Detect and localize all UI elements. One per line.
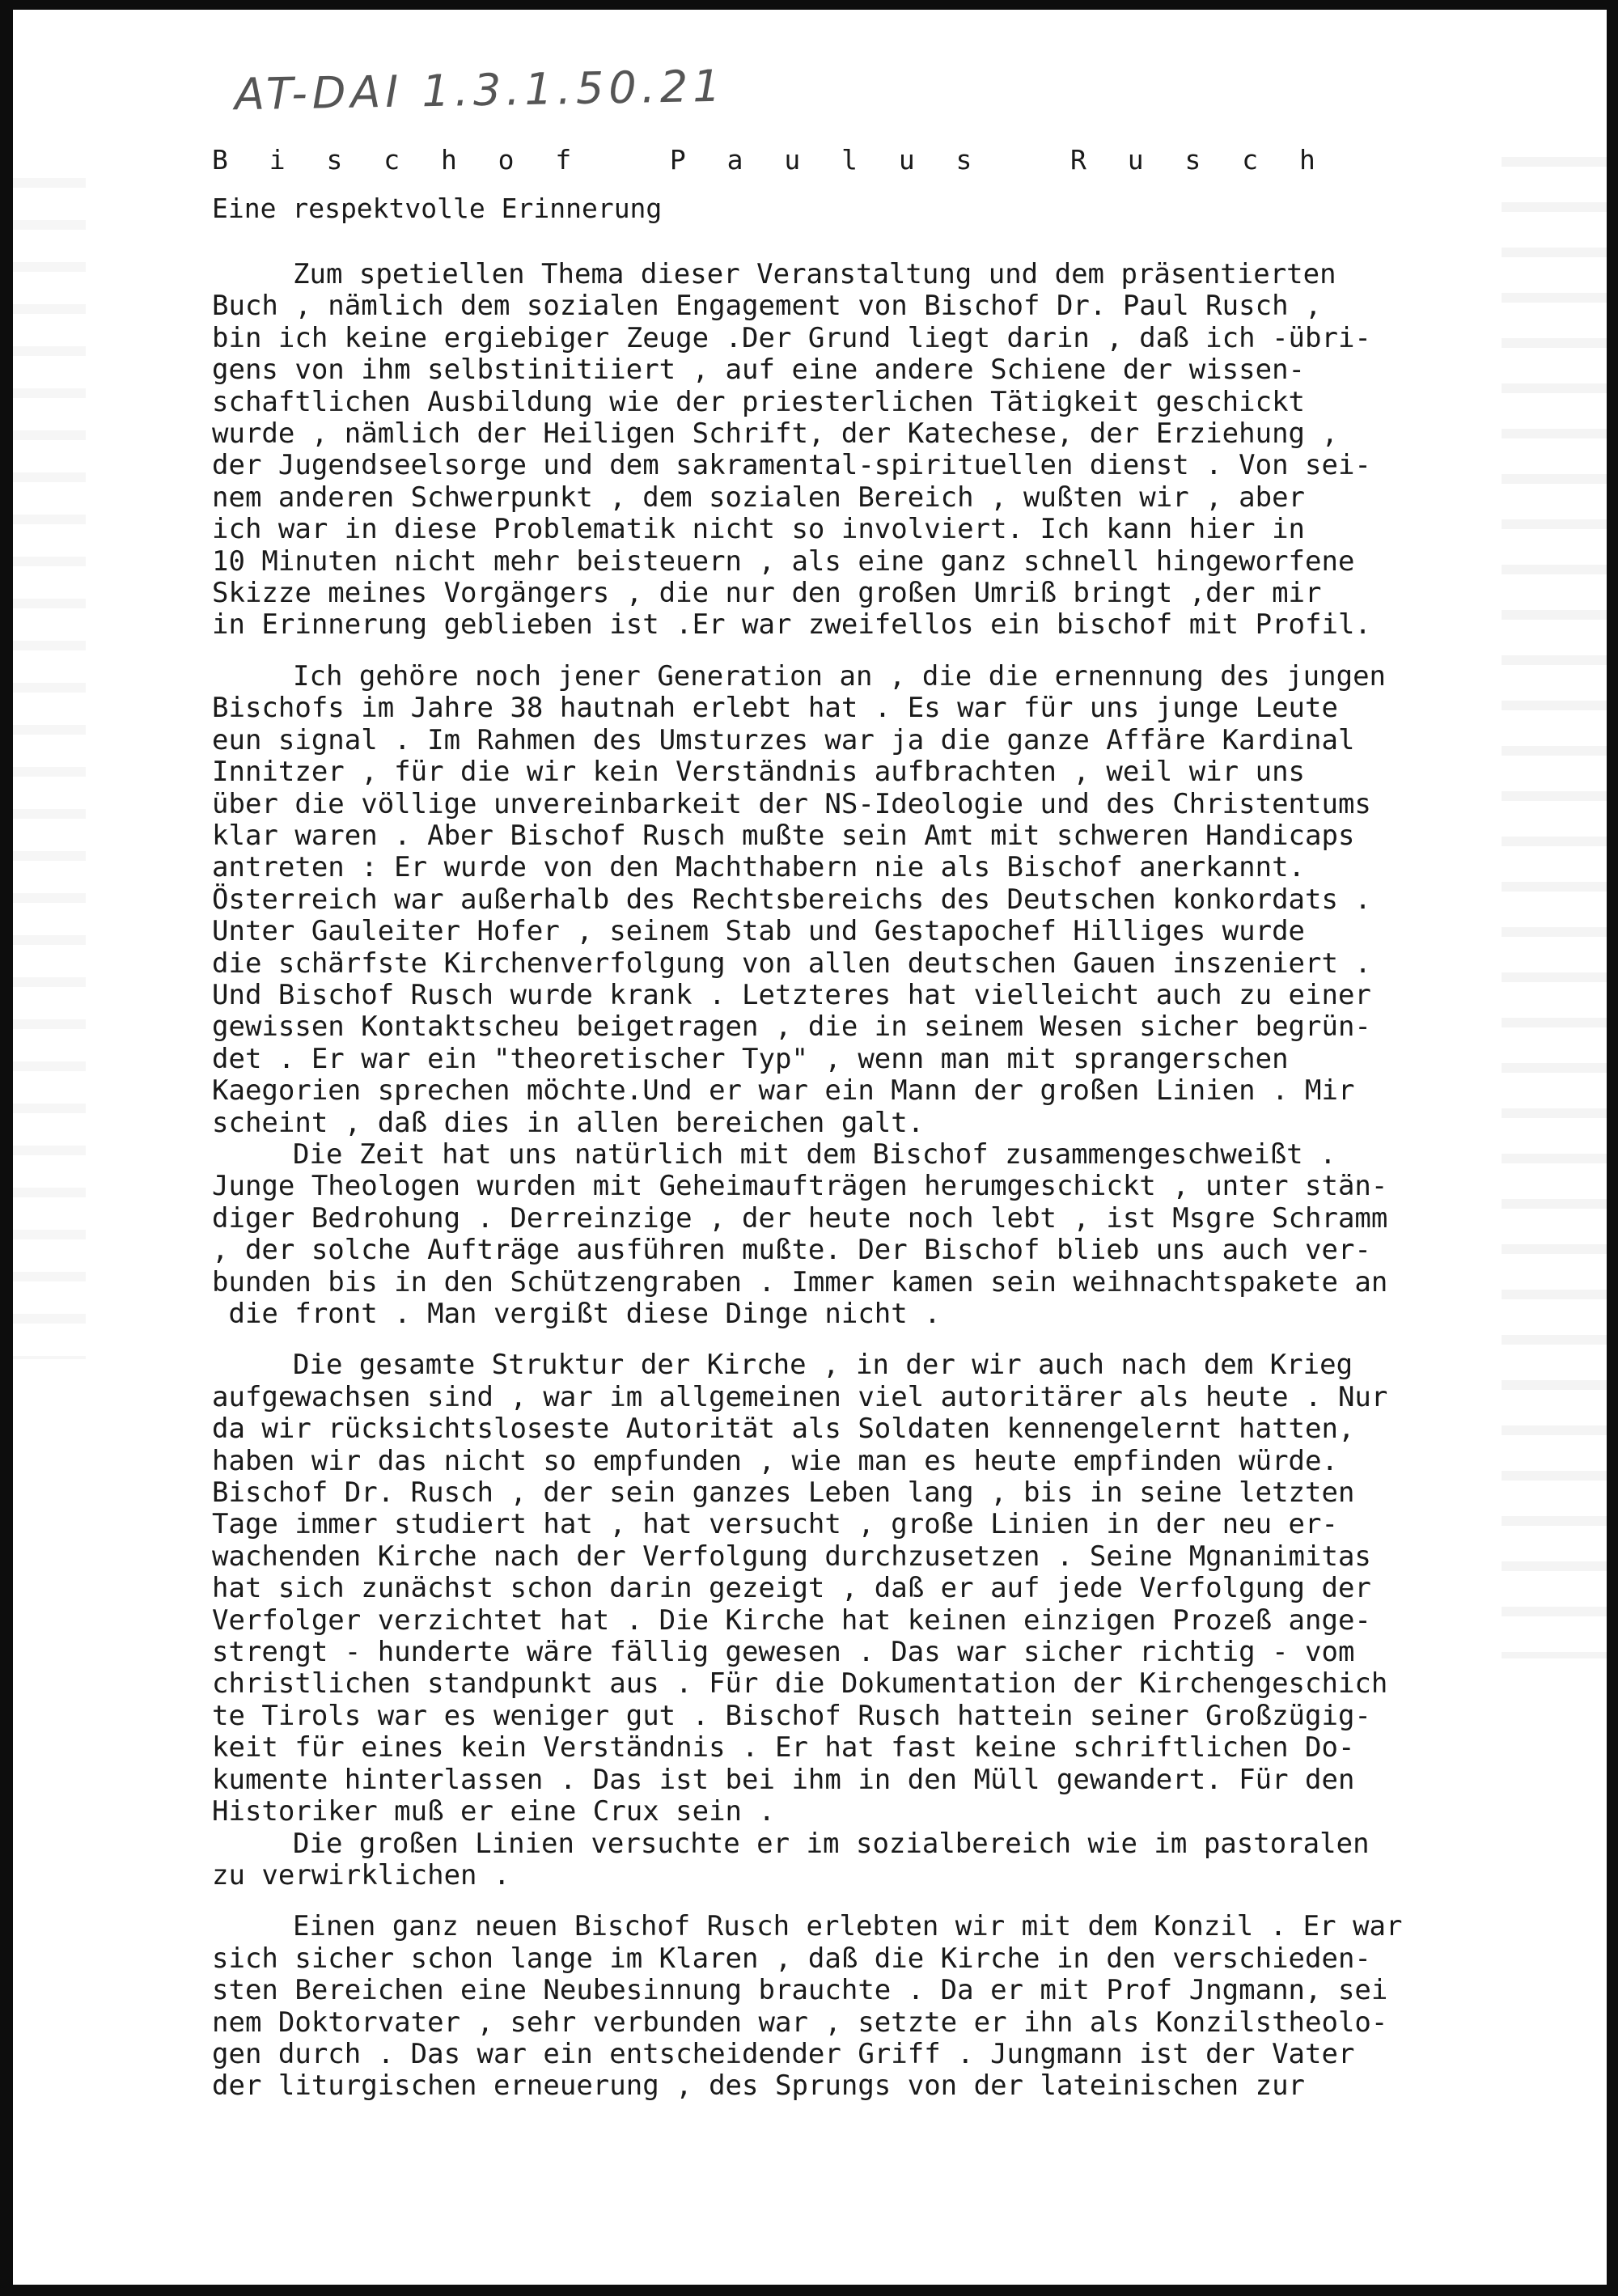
text-line: Die großen Linien versuchte er im sozialbereich wie im pastoralen <box>293 1827 1370 1860</box>
archive-reference: AT-DAI 1.3.1.50.21 <box>234 60 726 121</box>
text-line: antreten : Er wurde von den Machthabern nie als Bischof anerkannt. <box>212 851 1306 884</box>
text-line: Buch , nämlich dem sozialen Engagement von Bischof Dr. Paul Rusch , <box>212 290 1322 323</box>
paragraph-gap <box>212 1330 1579 1349</box>
text-line: Österreich war außerhalb des Rechtsbereichs des Deutschen konkordats . <box>212 883 1371 916</box>
text-line: Die gesamte Struktur der Kirche , in der wir auch nach dem Krieg <box>293 1349 1353 1382</box>
text-line: gewissen Kontaktscheu beigetragen , die in seinem Wesen sicher begrün- <box>212 1010 1371 1044</box>
text-line: klar waren . Aber Bischof Rusch mußte sein Amt mit schweren Handicaps <box>212 819 1355 852</box>
text-line: der liturgischen erneuerung , des Sprungs von der lateinischen zur <box>212 2069 1306 2103</box>
paragraph <box>212 1911 1579 2102</box>
text-line: Und Bischof Rusch wurde krank . Letzteres hat vielleicht auch zu einer <box>212 978 1371 1011</box>
text-line: Tage immer studiert hat , hat versucht , große Linien in der neu er- <box>212 1508 1338 1541</box>
text-line: da wir rücksichtsloseste Autorität als Soldaten kennengelernt hatten, <box>212 1413 1355 1446</box>
paragraph <box>212 259 1579 642</box>
paragraph-gap <box>212 642 1579 661</box>
text-line: Die Zeit hat uns natürlich mit dem Bischof zusammengeschweißt . <box>293 1137 1336 1171</box>
text-line: gen durch . Das war ein entscheidender Griff . Jungmann ist der Vater <box>212 2037 1355 2070</box>
text-line: Unter Gauleiter Hofer , seinem Stab und Gestapochef Hilliges wurde <box>212 915 1306 948</box>
text-line: der Jugendseelsorge und dem sakramental-spirituellen dienst . Von sei- <box>212 449 1371 482</box>
text-line: Ich gehöre noch jener Generation an , die die ernennung des jungen <box>293 659 1387 693</box>
text-line: Innitzer , für die wir kein Verständnis aufbrachten , weil wir uns <box>212 756 1306 789</box>
text-line: Verfolger verzichtet hat . Die Kirche hat keinen einzigen Prozeß ange- <box>212 1603 1371 1637</box>
page-title: B i s c h o f P a u l u s R u s c h <box>212 144 1328 176</box>
text-line: diger Bedrohung . Derreinzige , der heute noch lebt , ist Msgre Schramm <box>212 1201 1388 1235</box>
text-line: Skizze meines Vorgängers , die nur den großen Umriß bringt ,der mir <box>212 577 1322 610</box>
paragraph-gap <box>212 1891 1579 1911</box>
text-line: te Tirols war es weniger gut . Bischof Rusch hattein seiner Großzügig- <box>212 1699 1371 1732</box>
text-line: ich war in diese Problematik nicht so involviert. Ich kann hier in <box>212 513 1306 546</box>
bleed-through-left <box>13 146 86 1359</box>
text-line: nem anderen Schwerpunkt , dem sozialen Bereich , wußten wir , aber <box>212 481 1306 514</box>
text-line: bin ich keine ergiebiger Zeuge .Der Grund liegt darin , daß ich -übri- <box>212 321 1371 354</box>
paragraph <box>212 661 1579 1139</box>
text-line: Junge Theologen wurden mit Geheimaufträgen herumgeschickt , unter stän- <box>212 1170 1388 1203</box>
text-line: , der solche Aufträge ausführen mußte. Der Bischof blieb uns auch ver- <box>212 1234 1371 1267</box>
text-line: hat sich zunächst schon darin gezeigt , daß er auf jede Verfolgung der <box>212 1572 1371 1605</box>
paragraph <box>212 1828 1579 1892</box>
text-line: Bischofs im Jahre 38 hautnah erlebt hat . Es war für uns junge Leute <box>212 692 1338 725</box>
text-line: sten Bereichen eine Neubesinnung brauchte . Da er mit Prof Jngmann, sei <box>212 1974 1388 2007</box>
text-line: Historiker muß er eine Crux sein . <box>212 1795 775 1828</box>
text-line: eun signal . Im Rahmen des Umsturzes war ja die ganze Affäre Kardinal <box>212 723 1355 756</box>
text-line: Bischof Dr. Rusch , der sein ganzes Leben lang , bis in seine letzten <box>212 1476 1355 1510</box>
text-line: scheint , daß dies in allen bereichen galt. <box>212 1106 925 1139</box>
text-line: wurde , nämlich der Heiligen Schrift, der Katechese, der Erziehung , <box>212 417 1338 451</box>
text-line: gens von ihm selbstinitiiert , auf eine andere Schiene der wissen- <box>212 354 1306 387</box>
text-line: Kaegorien sprechen möchte.Und er war ein Mann der großen Linien . Mir <box>212 1074 1355 1108</box>
text-line: nem Doktorvater , sehr verbunden war , setzte er ihn als Konzilstheolo- <box>212 2006 1388 2039</box>
text-line: Einen ganz neuen Bischof Rusch erlebten wir mit dem Konzil . Er war <box>293 1910 1403 1943</box>
text-line: aufgewachsen sind , war im allgemeinen viel autoritärer als heute . Nur <box>212 1380 1388 1413</box>
text-line: det . Er war ein "theoretischer Typ" , wenn man mit sprangerschen <box>212 1042 1289 1075</box>
text-line: Zum spetiellen Thema dieser Veranstaltung und dem präsentierten <box>293 258 1336 290</box>
text-line: bunden bis in den Schützengraben . Immer kamen sein weihnachtspakete an <box>212 1265 1388 1298</box>
text-line: haben wir das nicht so empfunden , wie man es heute empfinden würde. <box>212 1444 1338 1477</box>
text-line: die schärfste Kirchenverfolgung von allen deutschen Gauen inszeniert . <box>212 947 1371 980</box>
text-line: christlichen standpunkt aus . Für die Dokumentation der Kirchengeschich <box>212 1667 1388 1701</box>
paragraph <box>212 1139 1579 1330</box>
text-line: in Erinnerung geblieben ist .Er war zweifellos ein bischof mit Profil. <box>212 608 1371 642</box>
text-line: zu verwirklichen . <box>212 1858 510 1891</box>
document-body <box>212 259 1579 2103</box>
text-line: wachenden Kirche nach der Verfolgung durchzusetzen . Seine Mgnanimitas <box>212 1540 1371 1573</box>
text-line: über die völlige unvereinbarkeit der NS-Ideologie und des Christentums <box>212 787 1371 820</box>
paragraph <box>212 1349 1579 1828</box>
text-line: schaftlichen Ausbildung wie der priesterlichen Tätigkeit geschickt <box>212 385 1306 418</box>
text-line: keit für eines kein Verständnis . Er hat fast keine schriftlichen Do- <box>212 1731 1355 1764</box>
text-line: die front . Man vergißt diese Dinge nicht . <box>212 1298 941 1330</box>
page-subtitle: Eine respektvolle Erinnerung <box>212 193 663 224</box>
text-line: kumente hinterlassen . Das ist bei ihm in den Müll gewandert. Für den <box>212 1763 1355 1796</box>
text-line: strengt - hunderte wäre fällig gewesen . Das war sicher richtig - vom <box>212 1636 1355 1669</box>
text-line: 10 Minuten nicht mehr beisteuern , als eine ganz schnell hingeworfene <box>212 544 1355 578</box>
text-line: sich sicher schon lange im Klaren , daß die Kirche in den verschieden- <box>212 1942 1371 1975</box>
